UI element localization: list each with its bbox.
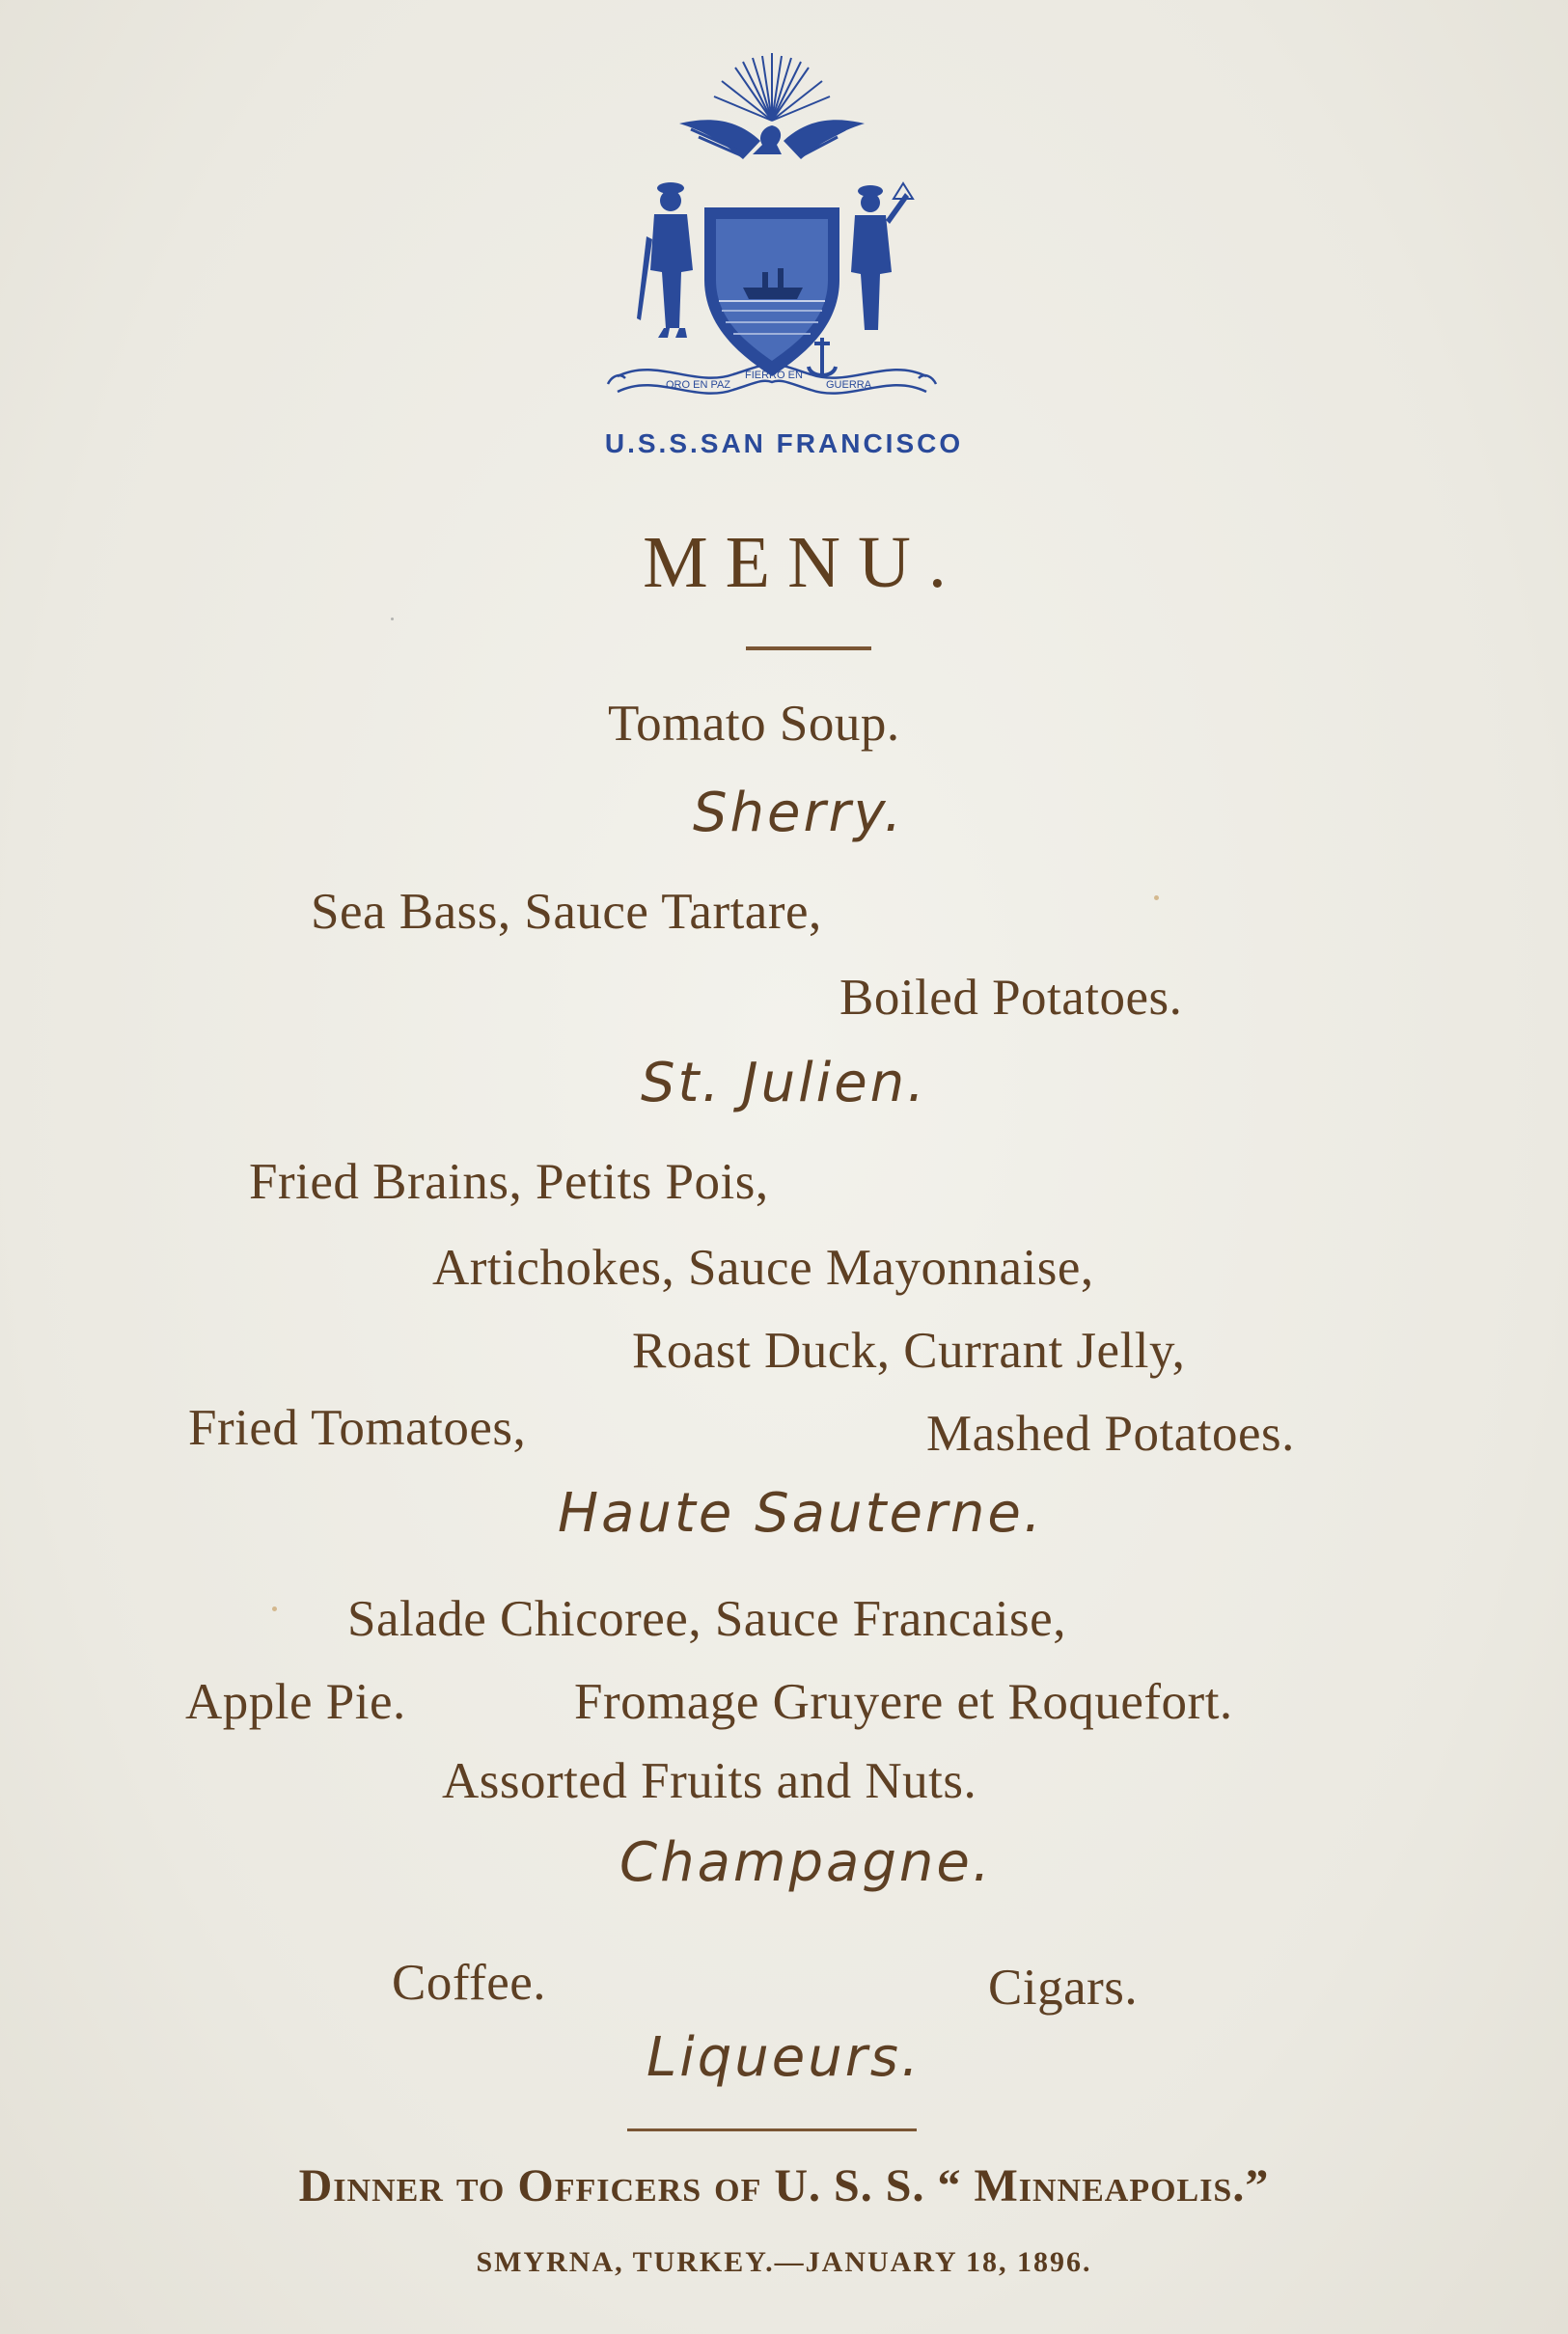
sun-rays-icon [714,53,830,121]
anchor-icon [809,338,836,376]
menu-item-tomato-soup: Tomato Soup. [608,696,900,752]
footer-place-date: SMYRNA, TURKEY.—JANUARY 18, 1896. [476,2246,1092,2278]
eagle-icon [679,120,865,159]
crest-motto-center: FIERRO EN [745,370,803,381]
menu-item-cigars: Cigars. [988,1960,1139,2016]
wine-sherry: Sherry. [693,782,905,844]
menu-item-sea-bass: Sea Bass, Sauce Tartare, [311,884,822,940]
paper-speck [391,618,394,620]
menu-item-mashed-potatoes: Mashed Potatoes. [926,1406,1295,1462]
menu-item-coffee: Coffee. [392,1955,546,2011]
menu-title: MENU. [643,522,964,603]
paper-speck [1154,895,1159,900]
sailor-figure-icon [637,182,693,338]
menu-item-apple-pie: Apple Pie. [185,1674,406,1730]
menu-item-fried-brains: Fried Brains, Petits Pois, [249,1154,769,1210]
menu-item-salade: Salade Chicoree, Sauce Francaise, [347,1591,1066,1647]
ship-crest-emblem [598,48,946,415]
shield-icon [704,207,839,376]
crest-motto-right: GUERRA [826,379,872,391]
menu-item-fromage: Fromage Gruyere et Roquefort. [574,1674,1233,1730]
menu-item-boiled-potatoes: Boiled Potatoes. [839,970,1183,1026]
menu-item-roast-duck: Roast Duck, Currant Jelly, [632,1323,1186,1379]
figure-with-instrument-icon [851,183,913,330]
wine-haute-sauterne: Haute Sauterne. [558,1482,1044,1545]
paper-speck [272,1606,277,1611]
footer-divider [627,2128,917,2131]
ship-name: U.S.S.SAN FRANCISCO [604,428,964,458]
menu-item-fruits-nuts: Assorted Fruits and Nuts. [442,1753,977,1809]
menu-item-artichokes: Artichokes, Sauce Mayonnaise, [432,1240,1094,1296]
wine-liqueurs: Liqueurs. [646,2026,922,2089]
wine-st-julien: St. Julien. [641,1052,927,1114]
wine-champagne: Champagne. [619,1831,993,1894]
title-divider [746,646,871,650]
footer-dinner-line: Dinner to Officers of U. S. S. “ Minneapolis.” [298,2160,1270,2211]
crest-motto-left: ORO EN PAZ [666,379,731,391]
menu-item-fried-tomatoes: Fried Tomatoes, [188,1400,527,1456]
